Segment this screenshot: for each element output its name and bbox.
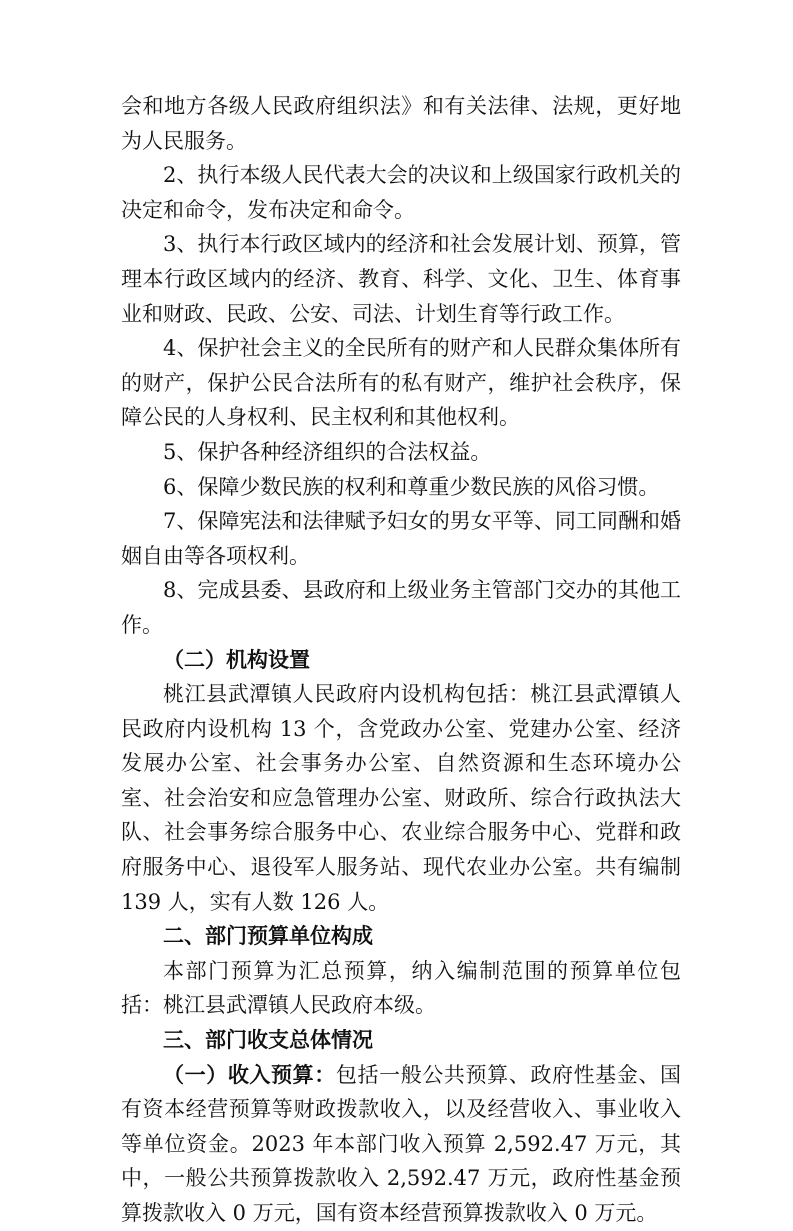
heading-organization-setup: （二）机构设置 bbox=[163, 647, 310, 672]
paragraph-duty-4: 4、保护社会主义的全民所有的财产和人民群众集体所有的财产，保护公民合法所有的私有财产，维护社会秩序，保障公民的人身权利、民主权利和其他权利。 bbox=[121, 336, 681, 430]
document-page bbox=[121, 89, 681, 1231]
paragraph-organization: 桃江县武潭镇人民政府内设机构包括：桃江县武潭镇人民政府内设机构 13 个，含党政办公室、党建办公室、经济发展办公室、社会事务办公室、自然资源和生态环境办公室、社会治安和应急管理办公室、财政所、综合行政执法大队、社会事务综合服务中心、农业综合服务中心、党群和政府服务中心、退役军人服务站、现代农业办公室。共有编制 139 人，实有人数 126 人。 bbox=[121, 682, 681, 914]
paragraph-income-budget bbox=[121, 1058, 681, 1231]
paragraph-duty-6: 6、保障少数民族的权利和尊重少数民族的风俗习惯。 bbox=[163, 474, 660, 499]
income-budget-lead: （一）收入预算： bbox=[163, 1062, 336, 1087]
heading-budget-units: 二、部门预算单位构成 bbox=[163, 924, 373, 949]
paragraph-duty-2: 2、执行本级人民代表大会的决议和上级国家行政机关的决定和命令，发布决定和命令。 bbox=[121, 163, 681, 222]
heading-overall-income-expense: 三、部门收支总体情况 bbox=[163, 1028, 373, 1053]
paragraph-budget-units: 本部门预算为汇总预算，纳入编制范围的预算单位包括：桃江县武潭镇人民政府本级。 bbox=[121, 958, 681, 1018]
paragraph-duty-7: 7、保障宪法和法律赋予妇女的男女平等、同工同酬和婚姻自由等各项权利。 bbox=[121, 509, 681, 568]
paragraph-duty-5: 5、保护各种经济组织的合法权益。 bbox=[163, 439, 492, 464]
paragraph-duty-8: 8、完成县委、县政府和上级业务主管部门交办的其他工作。 bbox=[121, 578, 681, 637]
paragraph-law-continuation: 会和地方各级人民政府组织法》和有关法律、法规，更好地为人民服务。 bbox=[121, 94, 681, 153]
paragraph-duty-3: 3、执行本行政区域内的经济和社会发展计划、预算，管理本行政区域内的经济、教育、科学、文化、卫生、体育事业和财政、民政、公安、司法、计划生育等行政工作。 bbox=[121, 232, 681, 326]
income-budget-text: 包括一般公共预算、政府性基金、国有资本经营预算等财政拨款收入，以及经营收入、事业收入等单位资金。2023 年本部门收入预算 2,592.47 万元，其中，一般公共预算拨款收入 2,592.47 万元，政府性基金预算拨款收入 0 万元，国有资本经营预算拨款收入 0 万元。 bbox=[121, 1062, 682, 1225]
